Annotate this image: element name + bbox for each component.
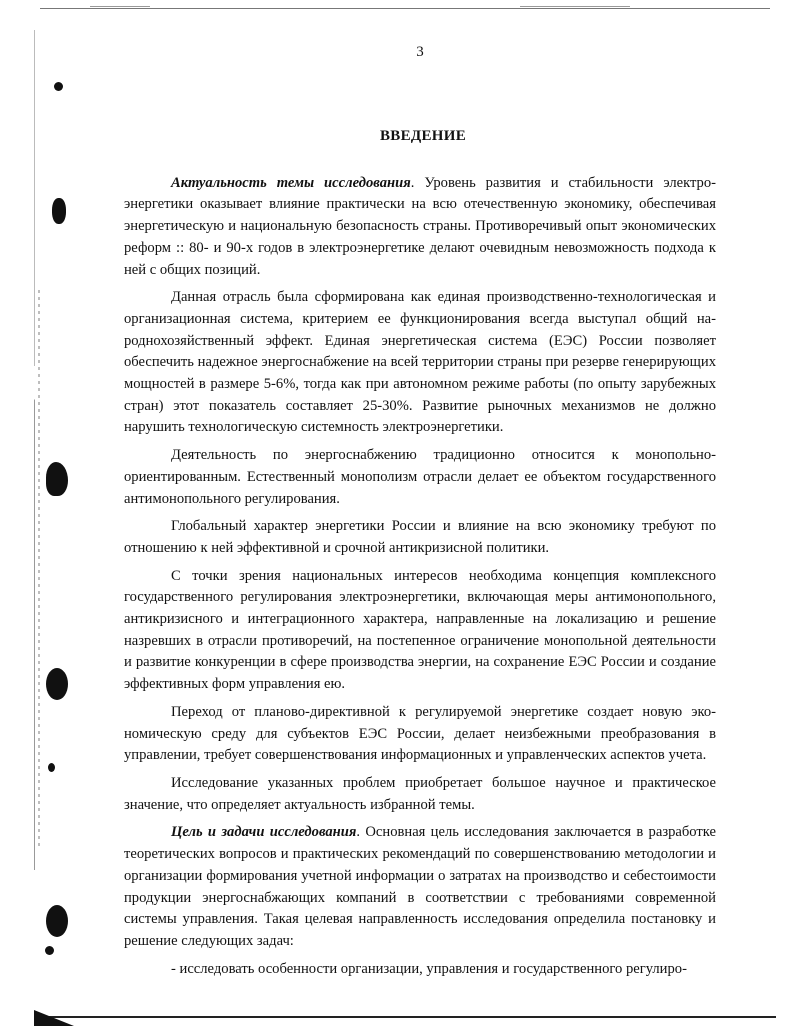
paragraph (124, 516, 716, 559)
paragraph-text: . Уровень развития и стабильности электроэнергетики оказывает влияние практически на всю отечественную экономику, обеспечивая энергетическую и национальную безопасность страны. Противоречивый опыт экономических реформ :: 80- и 90-х годов в электроэнергетике делают очевидным невозможность подхода к ней с общих позиций. (124, 174, 716, 278)
scan-top-dash (90, 6, 150, 7)
paragraph (124, 566, 716, 696)
paragraph (124, 773, 716, 816)
paragraph (124, 822, 716, 952)
scan-blot (48, 763, 55, 772)
paragraph (124, 959, 716, 981)
paragraph (124, 287, 716, 439)
scan-blot (54, 82, 63, 91)
document-body (124, 126, 716, 986)
page-number: 3 (416, 44, 424, 60)
paragraph-lead: Актуальность темы исследования (171, 174, 411, 191)
paragraph-text: - исследовать особенности организации, управления и государственного регулиро- (171, 960, 687, 977)
scan-blot (46, 905, 68, 937)
scan-blot (45, 946, 54, 955)
paragraph-text: Исследование указанных проблем приобретает большое научное и практическое значение, что определяет актуальность избранной темы. (124, 774, 716, 813)
paragraph-text: Данная отрасль была сформирована как единая производственно-технологическая и организационная система, критерием ее функционирования всегда выступал общий народнохозяйственный эффект. Единая энергетическая система (ЕЭС) России позволяет обеспечить надежное энергоснабжение на всей территории страны при резерве генерирующих мощностей в размере 5-6%, тогда как при автономном режиме работы (по опыту зарубежных стран) этот показатель составляет 25-30%. Развитие рыночных механизмов не должно нарушить технологическую системность электроэнергетики. (124, 289, 716, 436)
paragraph (124, 173, 716, 282)
scan-blot (52, 198, 66, 224)
paragraph-text: С точки зрения национальных интересов необходима концепция комплексного государственного регулирования электроэнергетики, включающая меры антимонопольного, антикризисного и интеграционного характера, направленные на локализацию и решение назревших в отрасли противоречий, на постепенное ограничение монопольной деятельности и развитие конкуренции в сфере производства энергии, на сохранение ЕЭС России и создание эффективных форм управления ею. (124, 567, 716, 693)
paragraph-text: . Основная цель исследования заключается в разработке теоретических вопросов и практических рекомендаций по совершенствованию методологии и организации формирования учетной информации о затратах на производство и себестоимости продукции энергоснабжающих компаний в соответствии с требованиями современной системы управления. Такая целевая направленность исследования определила постановку и решение следующих задач: (124, 824, 716, 949)
scan-bottom-wedge (34, 1010, 74, 1026)
scan-left-noise (38, 290, 40, 850)
scan-top-dash (520, 6, 630, 7)
paragraph (124, 445, 716, 510)
paragraph-text: Переход от планово-директивной к регулируемой энергетике создает новую экономическую среду для субъектов ЕЭС России, делает неизбежными преобразования в управлении, требует совершенствования информационных и управленческих аспектов учета. (124, 703, 716, 764)
scan-blot (46, 668, 68, 700)
paragraph-text: Глобальный характер энергетики России и влияние на всю экономику требуют по отношению к ней эффективной и срочной антикризисной политики. (124, 518, 716, 556)
scan-bottom-rule (36, 1016, 776, 1026)
scan-left-edge (34, 30, 35, 870)
paragraph (124, 702, 716, 767)
paragraph-lead: Цель и задачи исследования (171, 824, 357, 841)
paragraph-text: Деятельность по энергоснабжению традиционно относится к монопольно-ориентированным. Естественный монополизм отрасли делает ее объектом государственного антимонопольного регулирования. (124, 447, 716, 507)
scan-top-rule (40, 8, 770, 9)
scan-blot (46, 462, 68, 496)
section-heading: ВВЕДЕНИЕ (379, 128, 467, 144)
